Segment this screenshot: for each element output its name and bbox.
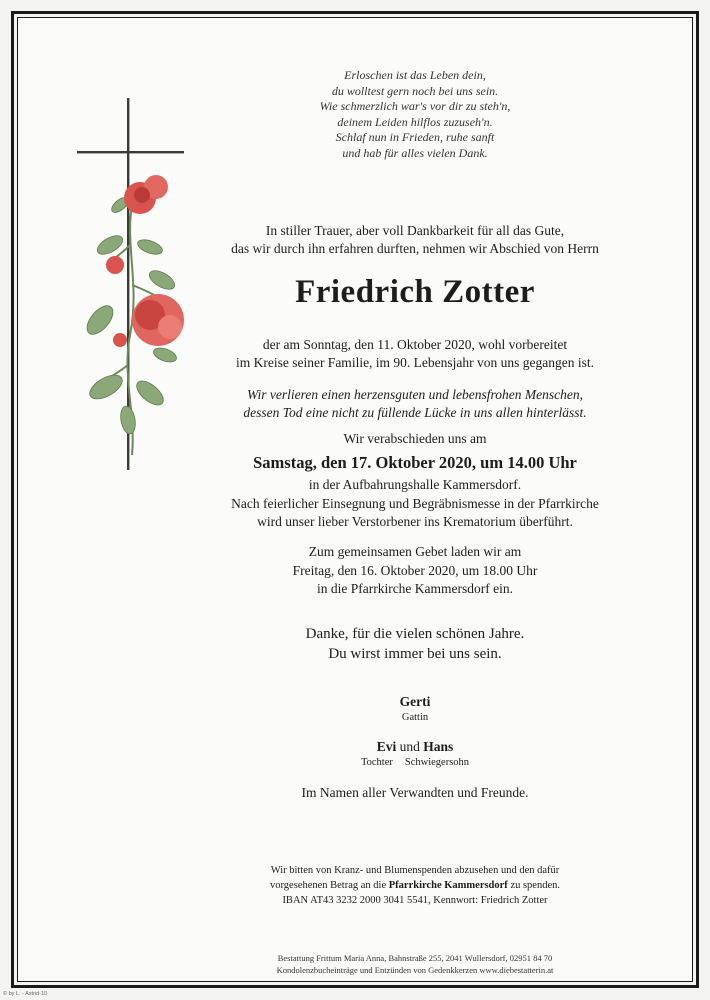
mourner-name: Hans [423,739,454,754]
donation-text: zu spenden. [507,880,561,891]
farewell-intro: Wir verabschieden uns am [343,431,487,446]
prayer-line: Zum gemeinsamen Gebet laden wir am [308,544,522,559]
donation-iban: IBAN AT43 3232 2000 3041 5541, Kennwort: Friedrich Zotter [282,895,548,906]
donation-line [85,878,710,893]
poem-line: und hab für alles vielen Dank. [342,145,488,160]
thanks-line: Du wirst immer bei uns sein. [328,646,502,662]
other-mourners: Im Namen aller Verwandten und Freunde. [301,785,529,800]
poem-line: Erloschen ist das Leben dein, [344,68,486,82]
death-notice-line: im Kreise seiner Familie, im 90. Lebensjahr von uns gegangen ist. [235,355,595,370]
prayer-invitation [85,543,710,599]
prayer-line: Freitag, den 16. Oktober 2020, um 18.00 Uhr [292,562,538,578]
ceremony-details [85,476,710,532]
mourner-name: Gerti [399,694,431,709]
donation-line: Wir bitten von Kranz- und Blumenspenden abzusehen und den dafür [270,865,560,876]
ceremony-line: in der Aufbahrungshalle Kammersdorf. [308,477,522,492]
poem [110,68,710,162]
poem-line: Wie schmerzlich war's vor dir zu steh'n, [319,99,511,114]
copyright-note: © by L. - Astrid-10 [3,991,48,997]
intro-line: In stiller Trauer, aber voll Dankbarkeit für all das Gute, [265,223,565,238]
mourner-relation: Gattin [401,712,429,723]
funeral-home-footer [85,952,710,976]
mourner-conjunction: und [399,739,420,754]
death-notice [85,336,710,372]
thanks-message [85,624,710,664]
ceremony-line: wird unser lieber Verstorbener ins Krematorium überführt. [257,514,573,529]
poem-line: du wolltest gern noch bei uns sein. [331,83,499,98]
quote-line: dessen Tod eine nicht zu füllende Lücke in uns allen hinterlässt. [243,405,587,420]
donation-recipient: Pfarrkirche Kammersdorf [388,880,508,891]
mourner-relation: Schwiegersohn [404,757,470,768]
poem-line: Schlaf nun in Frieden, ruhe sanft [335,130,495,145]
mourner-relations [85,756,710,769]
death-notice-line: der am Sonntag, den 11. Oktober 2020, wohl vorbereitet [262,337,568,352]
prayer-line: in die Pfarrkirche Kammersdorf ein. [316,581,514,596]
intro-line: das wir durch ihn erfahren durften, nehmen wir Abschied von Herrn [231,241,599,256]
donation-text: vorgesehenen Betrag an die [269,880,389,891]
mourner-names [85,738,710,756]
ceremony-line: Nach feierlicher Einsegnung und Begräbnismesse in der Pfarrkirche [231,495,599,511]
tribute-quote [85,386,710,422]
farewell-date: Samstag, den 17. Oktober 2020, um 14.00 Uhr [253,453,577,472]
thanks-line: Danke, für die vielen schönen Jahre. [305,626,525,642]
mourner-name: Evi [376,739,397,754]
deceased-name: Friedrich Zotter [295,274,535,310]
footer-line: Bestattung Frittum Maria Anna, Bahnstraße 255, 2041 Wullersdorf, 02951 84 70 [277,953,553,963]
intro-text [85,222,710,258]
poem-line: deinem Leiden hilflos zuzuseh'n. [337,114,493,129]
donation-request [85,863,710,908]
mourner-relation: Tochter [360,757,393,768]
quote-line: Wir verlieren einen herzensguten und lebensfrohen Menschen, [246,387,584,402]
footer-line: Kondolenzbucheinträge und Entzünden von Gedenkkerzen www.diebestatterin.at [276,965,554,975]
